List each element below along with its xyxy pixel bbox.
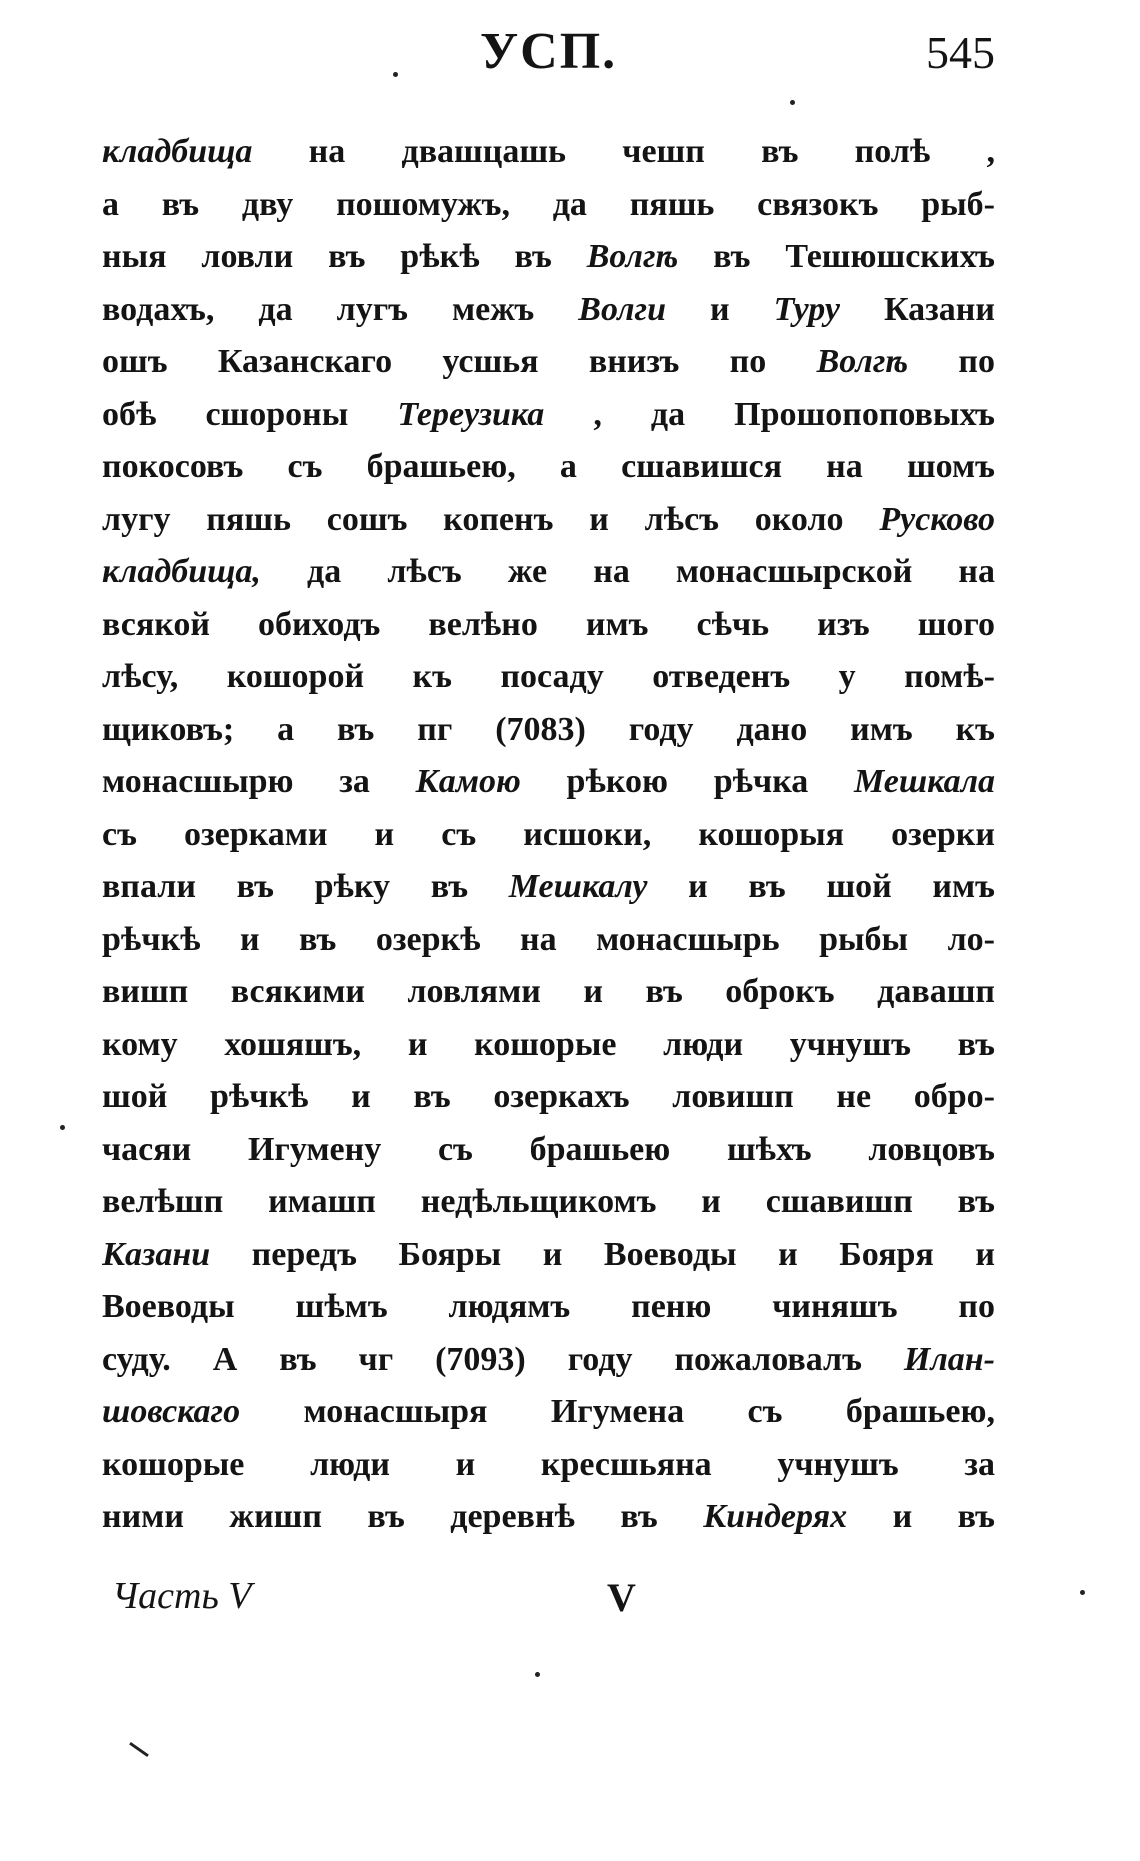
signature-letter: V	[607, 1575, 636, 1620]
italic-segment: Камою	[415, 763, 521, 800]
text-line	[102, 284, 995, 337]
text-segment: лѣсу, кошорой къ посаду отведенъ у помѣ-	[102, 658, 995, 695]
text-segment: щиковъ; а въ пг (7083) году дано имъ къ	[102, 710, 995, 748]
italic-segment: Русково	[879, 500, 995, 538]
italic-segment: Тереузика	[397, 395, 545, 433]
text-line	[102, 1019, 995, 1072]
text-segment: ними жишп въ деревнѣ въ	[102, 1498, 704, 1535]
text-line	[102, 756, 995, 809]
scan-speck	[393, 72, 398, 77]
text-line	[102, 914, 995, 967]
text-segment: и въ шой имъ	[647, 868, 995, 905]
page-footer	[102, 1574, 995, 1634]
scan-stroke	[129, 1742, 149, 1757]
text-line	[102, 809, 995, 862]
text-segment: суду. А въ чг (7093) году пожаловалъ	[102, 1340, 904, 1378]
text-segment: , да Прошопоповыхъ	[544, 395, 995, 433]
text-segment: по	[908, 343, 995, 380]
text-segment: кому хошяшъ, и кошорые люди учнушъ въ	[102, 1025, 995, 1063]
text-line	[102, 861, 995, 914]
text-line	[102, 1334, 995, 1387]
text-segment: вишп всякими ловлями и въ оброкъ давашп	[102, 973, 995, 1010]
text-segment: покосовъ съ брашьею, а сшавишся на шомъ	[102, 448, 995, 485]
text-line	[102, 1281, 995, 1334]
italic-segment: Мешкала	[854, 763, 995, 800]
text-segment: передъ Бояры и Воеводы и Бояря и	[210, 1235, 995, 1273]
text-line	[102, 966, 995, 1019]
scan-speck	[790, 100, 795, 105]
italic-segment: Илан-	[903, 1340, 995, 1378]
text-line	[102, 336, 995, 389]
italic-segment: кладбища	[102, 133, 253, 170]
text-segment: монасшырю за	[102, 763, 416, 800]
text-segment: всякой обиходъ велѣно имъ сѣчь изъ шого	[102, 605, 995, 643]
text-segment: шой рѣчкѣ и въ озеркахъ ловишп не обро-	[102, 1078, 995, 1115]
text-segment: да лѣсъ же на монасшырской на	[260, 553, 995, 590]
italic-segment: Волгѣ	[816, 343, 909, 380]
text-line	[102, 126, 995, 179]
text-line	[102, 599, 995, 652]
scan-speck	[1080, 1590, 1085, 1595]
text-segment: и	[666, 290, 774, 328]
text-segment: обѣ сшороны	[102, 395, 398, 433]
text-line	[102, 651, 995, 704]
text-segment: Казани	[839, 290, 995, 328]
running-head: УСП.	[480, 23, 618, 80]
scan-speck	[60, 1125, 65, 1130]
text-segment: и въ	[847, 1498, 995, 1535]
text-line	[102, 494, 995, 547]
text-segment: кошорые люди и кресшьяна учнушъ за	[102, 1445, 995, 1483]
text-line	[102, 1124, 995, 1177]
text-line	[102, 546, 995, 599]
text-segment: велѣшп имашп недѣльщикомъ и сшавишп въ	[102, 1183, 995, 1220]
signature-mark: Часть V	[112, 1575, 252, 1617]
text-segment: Воеводы шѣмъ людямъ пеню чиняшъ по	[102, 1288, 995, 1325]
text-segment: ошъ Казанскаго усшья внизъ по	[102, 343, 817, 380]
text-line	[102, 231, 995, 284]
italic-segment: Туру	[773, 290, 840, 328]
text-line	[102, 179, 995, 232]
text-line	[102, 1439, 995, 1492]
text-segment: рѣчкѣ и въ озеркѣ на монасшырь рыбы ло-	[102, 920, 995, 958]
text-segment: водахъ, да лугъ межъ	[102, 290, 579, 328]
text-line	[102, 1071, 995, 1124]
text-segment: часяи Игумену съ брашьею шѣхъ ловцовъ	[102, 1130, 995, 1168]
italic-segment: Волги	[578, 290, 667, 328]
italic-segment: Мешкалу	[508, 868, 648, 905]
text-line	[102, 1491, 995, 1544]
text-line	[102, 1229, 995, 1282]
text-line	[102, 441, 995, 494]
text-segment: въ Тешюшскихъ	[678, 238, 995, 275]
text-line	[102, 704, 995, 757]
italic-segment: шовскаго	[102, 1393, 241, 1430]
text-segment: впали въ рѣку въ	[102, 868, 509, 905]
italic-segment: Казани	[102, 1235, 211, 1273]
italic-segment: кладбища,	[102, 553, 261, 590]
text-segment: ныя ловли въ рѣкѣ въ	[102, 238, 587, 275]
body-text	[102, 126, 995, 1544]
text-line	[102, 1386, 995, 1439]
italic-segment: Киндерях	[703, 1498, 848, 1535]
scan-speck	[535, 1672, 540, 1677]
text-segment: а въ дву пошомужъ, да пяшь связокъ рыб-	[102, 185, 995, 223]
text-line	[102, 389, 995, 442]
text-line	[102, 1176, 995, 1229]
text-segment: монасшыря Игумена съ брашьею,	[240, 1393, 995, 1430]
text-segment: съ озерками и съ исшоки, кошорыя озерки	[102, 815, 995, 853]
text-segment: на двашцашь чешп въ полѣ ,	[252, 133, 995, 170]
text-segment: лугу пяшь сошъ копенъ и лѣсъ около	[102, 500, 880, 538]
text-segment: рѣкою рѣчка	[520, 763, 855, 800]
page-header	[100, 22, 995, 92]
italic-segment: Волгѣ	[586, 238, 679, 275]
page-number: 545	[926, 27, 995, 78]
